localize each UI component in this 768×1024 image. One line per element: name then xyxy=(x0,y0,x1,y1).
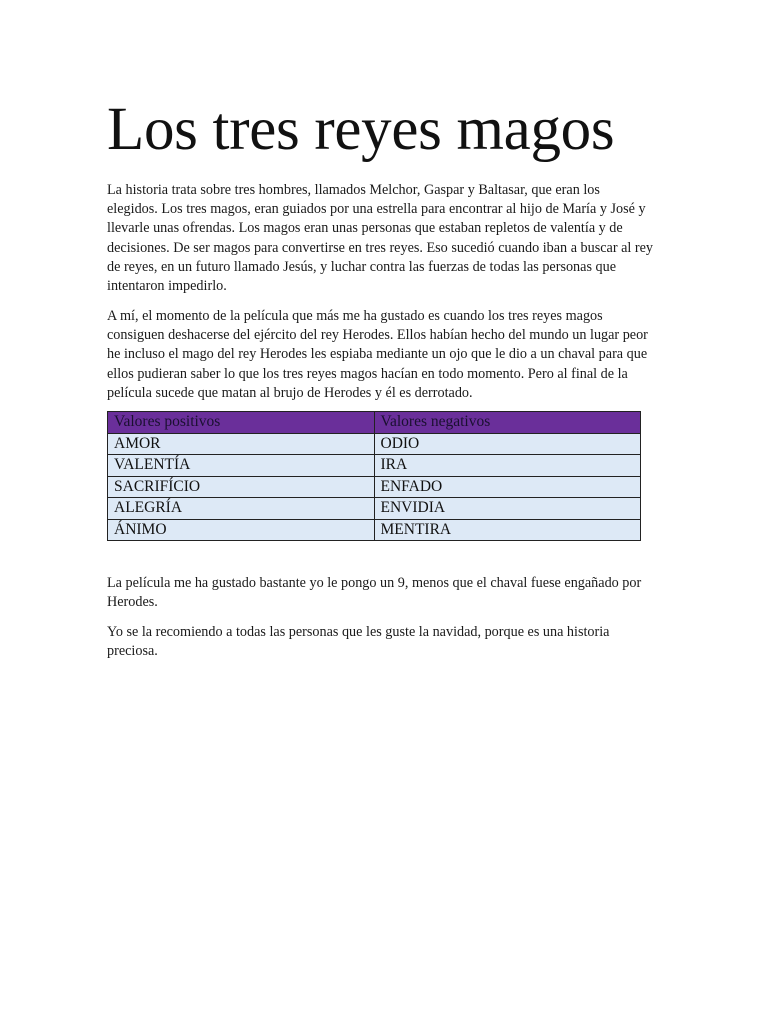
positive-value-cell: VALENTÍA xyxy=(108,455,375,477)
paragraph-rating: La película me ha gustado bastante yo le pongo un 9, menos que el chaval fuese engañado por Herodes. xyxy=(107,575,642,611)
table-row xyxy=(108,519,641,541)
table-row xyxy=(108,433,641,455)
header-positive-values: Valores positivos xyxy=(108,412,375,434)
negative-value-cell: MENTIRA xyxy=(374,519,641,541)
page-title: Los tres reyes magos xyxy=(107,96,615,163)
negative-value-cell: IRA xyxy=(374,455,641,477)
positive-value-cell: SACRIFÍCIO xyxy=(108,476,375,498)
table-row xyxy=(108,476,641,498)
paragraph-recommendation: Yo se la recomiendo a todas las personas que les guste la navidad, porque es una historia preciosa. xyxy=(107,624,610,660)
paragraph-favorite-moment: A mí, el momento de la película que más me ha gustado es cuando los tres reyes magos consiguen deshacerse del ejército del rey Herodes. Ellos habían hecho del mundo un lugar peor he incluso el mago del rey Herodes les espiaba mediante un ojo que le dio a un chaval para que ellos pudieran saber lo que los tres reyes magos hacían en todo momento. Pero al final de la película sucede que matan al brujo de Herodes y él es derrotado. xyxy=(107,308,648,401)
positive-value-cell: ÁNIMO xyxy=(108,519,375,541)
header-negative-values: Valores negativos xyxy=(374,412,641,434)
negative-value-cell: ODIO xyxy=(374,433,641,455)
paragraph-story-summary: La historia trata sobre tres hombres, llamados Melchor, Gaspar y Baltasar, que eran los elegidos. Los tres magos, eran guiados por una estrella para encontrar al hijo de María y José y llevarle unas ofrendas. Los magos eran unas personas que estaban repletos de valentía y de decisiones. De ser magos para convertirse en tres reyes. Eso sucedió cuando iban a buscar al rey de reyes, en un futuro llamado Jesús, y luchar contra las fuerzas de todas las personas que intentaron impedirlo. xyxy=(107,182,654,295)
table-row xyxy=(108,498,641,520)
table-row xyxy=(108,455,641,477)
positive-value-cell: AMOR xyxy=(108,433,375,455)
positive-value-cell: ALEGRÍA xyxy=(108,498,375,520)
negative-value-cell: ENFADO xyxy=(374,476,641,498)
negative-value-cell: ENVIDIA xyxy=(374,498,641,520)
values-table xyxy=(107,411,641,541)
values-table-header-row xyxy=(108,412,641,434)
